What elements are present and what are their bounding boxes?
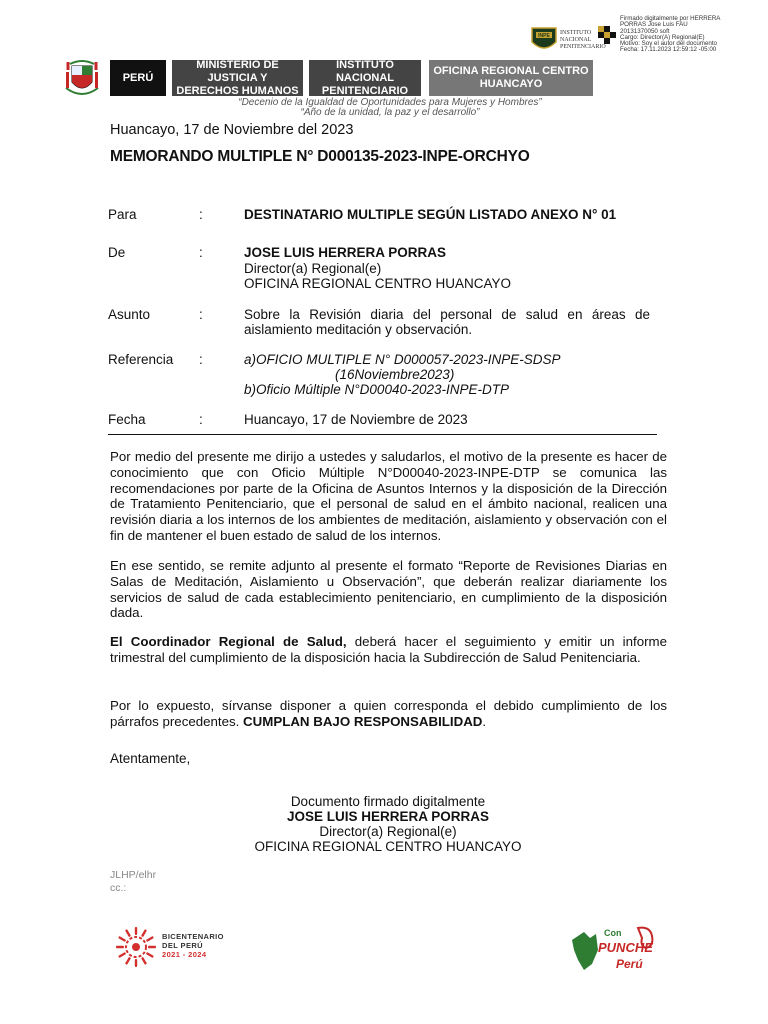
signed-digitally-note: Documento firmado digitalmente [290, 794, 486, 809]
bicentenario-line-3: 2021 - 2024 [162, 949, 207, 959]
paragraph-3-text: deberá hacer el seguimiento y emitir un informe trimestral del cumplimiento de la disposición hacia la Subdirección de Salud Penitenciaria. [110, 634, 667, 665]
punche-line-2: PUNCHE [598, 940, 653, 955]
con-punche-peru-logo-icon [568, 920, 658, 976]
author-initials: JLHP/elhr [110, 869, 157, 881]
colon: : [199, 207, 203, 222]
paragraph-4-text: Por lo expuesto, sírvanse disponer a quien corresponda el debido cumplimiento de los párrafos precedentes. [110, 698, 667, 729]
logo-line-1: INSTITUTO [560, 30, 592, 36]
sig-line: PORRAS Jose Luis FAU [620, 21, 688, 29]
bicentenario-line-2: DEL PERÚ [162, 940, 203, 950]
digital-signature-text [620, 16, 760, 54]
header-country-box: PERÚ [110, 60, 166, 96]
cc-label: cc.: [110, 882, 127, 894]
inpe-logo [530, 24, 620, 54]
asunto-line-2: aislamiento meditación y observación. [244, 322, 473, 337]
bicentenario-text [162, 933, 224, 959]
motto-line-1: “Decenio de la Igualdad de Oportunidades para Mujeres y Hombres” [238, 97, 542, 108]
de-role: Director(a) Regional(e) [244, 261, 382, 276]
asunto-line-1: Sobre la Revisión diaria del personal de salud en áreas de [244, 307, 650, 322]
referencia-b: b)Oficio Múltiple N°D00040-2023-INPE-DTP [244, 382, 509, 397]
body-paragraph-2: En ese sentido, se remite adjunto al presente el formato “Reporte de Revisiones Diarias en Salas de Meditación, Aislamiento u Observación”, que deberán realizar diariamente los servicios de salud de cada establecimiento penitenciario, en cumplimiento de la disposición dada. [110, 558, 667, 621]
header-office-box: OFICINA REGIONAL CENTRO HUANCAYO [429, 60, 593, 96]
colon: : [199, 352, 203, 367]
sig-line: Motivo: Soy el autor del documento [620, 40, 717, 48]
bicentenario-line-1: BICENTENARIO [162, 932, 224, 941]
de-office: OFICINA REGIONAL CENTRO HUANCAYO [244, 276, 512, 291]
punche-line-1: Con [604, 928, 622, 938]
logo-line-3: PENITENCIARIO [560, 44, 606, 50]
punche-line-3: Perú [616, 957, 643, 971]
logo-line-2: NACIONAL [560, 37, 592, 43]
header-institute-box: INSTITUTO NACIONAL PENITENCIARIO [309, 60, 421, 96]
motto-line-2: “Año de la unidad, la paz y el desarrollo” [300, 107, 480, 118]
responsibility-emphasis: CUMPLAN BAJO RESPONSABILIDAD [243, 713, 483, 729]
divider-line [108, 434, 657, 435]
colon: : [199, 412, 203, 427]
para-label: Para [108, 207, 137, 222]
sig-line: Cargo: Director(A) Regional(E) [620, 33, 705, 41]
initials-block [110, 869, 156, 895]
sig-line: Fecha: 17.11.2023 12:59:12 -05:00 [620, 46, 717, 54]
memo-title: MEMORANDO MULTIPLE N° D000135-2023-INPE-ORCHYO [110, 148, 530, 165]
coordinator-emphasis: El Coordinador Regional de Salud, [110, 634, 347, 649]
paragraph-4-end: . [482, 713, 487, 729]
body-paragraph-3 [110, 634, 667, 666]
para-value: DESTINATARIO MULTIPLE SEGÚN LISTADO ANEXO N° 01 [244, 207, 617, 222]
body-paragraph-1: Por medio del presente me dirijo a ustedes y saludarlos, el motivo de la presente es hacer de conocimiento que con Oficio Múltiple N°D00040-2023-INPE-DTP se comunica las recomendaciones por parte de la Oficina de Asuntos Internos y la disposición de la Dirección de Tratamiento Penitenciario, que el personal de salud en el ámbito nacional, realicen una revisión diaria a los internos de los ambientes de meditación, aislamiento y observación con el fin de mantener el buen estado de salud de los internos. [110, 449, 667, 543]
signer-role: Director(a) Regional(e) [319, 824, 457, 839]
asunto-label: Asunto [108, 307, 151, 322]
body-paragraph-4 [110, 698, 667, 730]
fecha-label: Fecha [108, 412, 146, 427]
sig-line: Firmado digitalmente por HERRERA [620, 15, 721, 22]
referencia-a: a)OFICIO MULTIPLE N° D000057-2023-INPE-SDSP [244, 352, 561, 367]
de-label: De [108, 245, 126, 260]
referencia-label: Referencia [108, 352, 174, 367]
referencia-a-date: (16Noviembre2023) [335, 367, 455, 382]
peru-coat-of-arms-icon [62, 58, 102, 100]
signer-office: OFICINA REGIONAL CENTRO HUANCAYO [254, 839, 522, 854]
header-ministry-box: MINISTERIO DE JUSTICIA Y DERECHOS HUMANOS [172, 60, 303, 96]
colon: : [199, 245, 203, 260]
signer-name: JOSE LUIS HERRERA PORRAS [286, 809, 490, 824]
colon: : [199, 307, 203, 322]
fecha-value: Huancayo, 17 de Noviembre de 2023 [244, 412, 468, 427]
sig-line: 20131370050 soft [620, 27, 670, 35]
closing-greeting: Atentamente, [110, 751, 191, 766]
svg-text:INPE: INPE [538, 33, 550, 39]
de-name: JOSE LUIS HERRERA PORRAS [244, 245, 447, 260]
place-date: Huancayo, 17 de Noviembre del 2023 [110, 122, 354, 138]
